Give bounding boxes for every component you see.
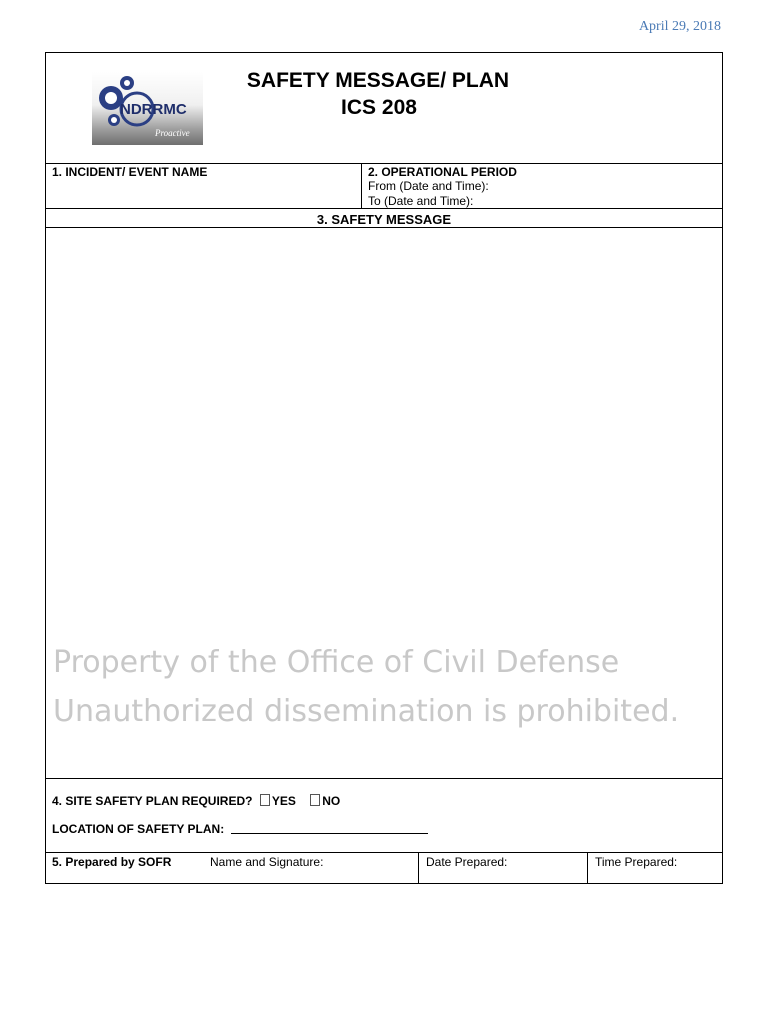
from-label: From (Date and Time): [368, 179, 489, 193]
incident-name-field[interactable] [46, 164, 362, 208]
incident-name-label: 1. INCIDENT/ EVENT NAME [52, 165, 208, 179]
location-line [52, 822, 428, 836]
to-label: To (Date and Time): [368, 194, 474, 208]
operational-period-label: 2. OPERATIONAL PERIOD [368, 165, 517, 179]
logo-tagline: Proactive [155, 128, 190, 138]
location-label: LOCATION OF SAFETY PLAN: [52, 822, 225, 836]
prepared-by-cell[interactable] [46, 853, 419, 883]
incident-period-row [46, 164, 722, 209]
yes-checkbox[interactable] [260, 794, 270, 806]
safety-message-area[interactable] [46, 228, 722, 779]
date-prepared-label: Date Prepared: [426, 855, 508, 869]
safety-message-header [46, 209, 722, 228]
header-date: April 29, 2018 [638, 19, 721, 34]
site-plan-question [52, 794, 340, 808]
name-signature-label: Name and Signature: [210, 855, 324, 869]
prepared-by-label: 5. Prepared by SOFR [52, 855, 172, 869]
time-prepared-cell[interactable] [588, 853, 722, 883]
no-checkbox[interactable] [310, 794, 320, 806]
ics-208-form [45, 52, 723, 884]
yes-label: YES [271, 794, 296, 808]
form-number: ICS 208 [341, 96, 417, 119]
date-prepared-cell[interactable] [419, 853, 588, 883]
site-plan-label: 4. SITE SAFETY PLAN REQUIRED? [52, 794, 253, 808]
form-header [46, 53, 722, 164]
watermark-line1: Property of the Office of Civil Defense [53, 645, 620, 680]
site-safety-plan-row [46, 779, 722, 853]
watermark-line2: Unauthorized dissemination is prohibited. [53, 694, 680, 729]
safety-message-label: 3. SAFETY MESSAGE [316, 212, 452, 227]
prepared-by-row [46, 853, 722, 883]
time-prepared-label: Time Prepared: [595, 855, 678, 869]
no-label: NO [322, 794, 341, 808]
operational-period-field[interactable] [362, 164, 722, 208]
form-title: SAFETY MESSAGE/ PLAN [246, 69, 510, 92]
logo-text: NDRRMC [120, 101, 187, 118]
location-input[interactable] [231, 823, 428, 834]
